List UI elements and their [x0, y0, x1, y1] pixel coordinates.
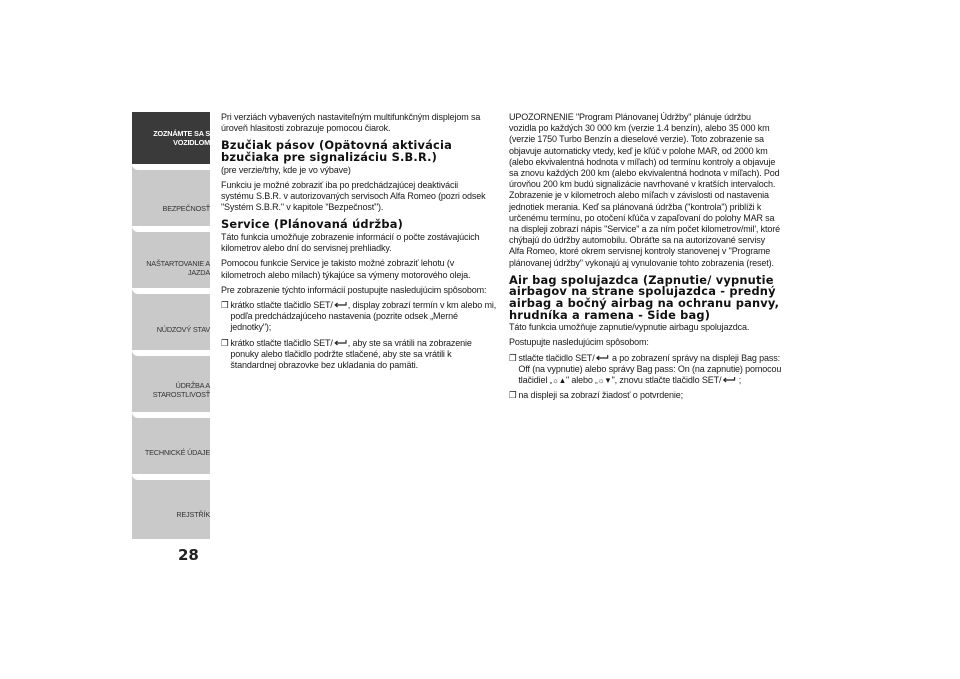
airbag-paragraph-1: Táto funkcia umožňuje zapnutie/vypnutie airbagu spolujazdca.: [509, 322, 750, 334]
right-column: [509, 112, 781, 405]
service-bullet-1: [221, 300, 499, 334]
tab-label: NAŠTARTOVANIE A JAZDA: [146, 259, 210, 277]
bullet-mark: ❒: [509, 352, 517, 363]
buzzer-text: Funkciu je možné zobraziť iba po predchádzajúcej deaktivácii systému S.B.R. v autorizovaných servisoch Alfa Romeo (pozri odsek "Systém S.B.R." v kapitole "Bezpečnosť").: [221, 179, 486, 214]
volume-intro: Pri verziách vybavených nastaviteľným multifunkčným displejom sa úroveň hlasitosti zobrazuje pomocou čiarok.: [221, 112, 481, 135]
page-number: 28: [178, 546, 199, 564]
airbag-bullet-2: [509, 390, 789, 401]
left-column: [221, 112, 497, 375]
enter-key-icon: [333, 339, 348, 347]
service-warning: UPOZORNENIE "Program Plánovanej Údržby" plánuje údržbu vozidla po každých 30 000 km (verzie 1.4 benzín), alebo 35 000 km (verzie 1750 Turbo Benzín a dieselové verzie). Toto zobrazenie sa objavuje automaticky vtedy, keď je kľúč v polohe MAR, od 2000 km (alebo ekvivalentná hodnota v míľach) od termínu kontroly a objavuje sa znovu každých 200 km (alebo ekvivalentná hodnota v míľach). Pod úrovňou 200 km budú signalizácie navrhované v kratších intervaloch. Zobrazenie je v kilometroch alebo míľach v závislosti od nastavenia jednotiek merania. Keď sa plánovaná údržba ("kontrola") priblíži k určenému termínu, po otočení kľúča v zapaľovaní do polohy MAR sa na displeji zobrazí nápis "Service" a za ním počet kilometrov/mil', ktoré chýbajú do údržby automobilu. Obráťte sa na autorizované servisy Alfa Romeo, ktoré okrem servisnej kontroly stanovenej v "Programe plánovanej údržby" vykonajú aj vynulovanie tohto zobrazenia (reset).: [509, 112, 780, 269]
tab-separator: [132, 412, 210, 418]
airbag-paragraph-2: Postupujte nasledujúcim spôsobom:: [509, 337, 649, 349]
bullet-text-start: krátko stlačte tlačidlo SET/: [230, 337, 333, 349]
tab-separator: [132, 226, 210, 232]
tab-label: TECHNICKÉ ÚDAJE: [144, 447, 210, 457]
tab-get-to-know-vehicle[interactable]: [132, 112, 210, 164]
tab-separator: [132, 474, 210, 480]
enter-key-icon: [721, 376, 736, 384]
tab-label: ZOZNÁMTE SA S VOZIDLOM: [153, 129, 210, 147]
bullet-text-c: " alebo: [566, 375, 596, 387]
bullet-mark: ❒: [221, 300, 229, 311]
light-up-icon: „☼▲: [549, 376, 567, 386]
bullet-text-e: ;: [736, 375, 742, 387]
service-bullet-2: [221, 338, 499, 372]
tab-maintenance[interactable]: [132, 364, 210, 416]
tab-label: BEZPEČNOSŤ: [162, 203, 210, 213]
tab-starting-driving[interactable]: [132, 242, 210, 294]
tab-separator: [132, 164, 210, 170]
bullet-text: na displeji sa zobrazí žiadosť o potvrdenie;: [518, 390, 684, 402]
tab-technical-data[interactable]: [132, 426, 210, 478]
bullet-text-b: a po zobrazení správy na displeji Bag pass: Off (na vypnutie) alebo správy Bag pass: On (na zapnutie) pomocou tlačidiel: [518, 352, 782, 387]
airbag-heading: Air bag spolujazdca (Zapnutie/ vypnutie airbagov na strane spolujazdca - predný airbag a bočný airbag na ochranu panvy, hrudníka a ramena - Side bag): [509, 272, 780, 322]
tab-label: NÚDZOVÝ STAV: [156, 324, 210, 334]
tab-separator: [132, 350, 210, 356]
tab-index[interactable]: [132, 488, 210, 540]
light-down-icon: „☼▼: [595, 376, 612, 386]
bullet-mark: ❒: [509, 390, 517, 401]
enter-key-icon: [333, 301, 348, 309]
bullet-text-start: krátko stlačte tlačidlo SET/: [230, 300, 333, 312]
buzzer-heading: Bzučiak pásov (Opätovná aktivácia bzučiaka pre signalizáciu S.B.R.): [221, 138, 452, 164]
service-paragraph-2: Pomocou funkcie Service je takisto možné zobraziť lehotu (v kilometroch alebo mílach) týkajúce sa výmeny motorového oleja.: [221, 258, 471, 281]
enter-key-icon: [595, 354, 610, 362]
tab-emergency[interactable]: [132, 303, 210, 355]
service-heading: Service (Plánovaná údržba): [221, 217, 404, 232]
tab-label: ÚDRŽBA A STAROSTLIVOSŤ: [152, 381, 210, 399]
service-paragraph-3: Pre zobrazenie týchto informácií postupujte nasledujúcim spôsobom:: [221, 284, 487, 296]
bullet-text-end: , aby ste sa vrátili na zobrazenie ponuky alebo tlačidlo podržte stlačené, aby ste sa vrátili k štandardnej obrazovke bez ukladania do pamäti.: [230, 337, 472, 372]
airbag-bullet-1: [509, 353, 789, 387]
bullet-text-a: stlačte tlačidlo SET/: [518, 352, 595, 364]
buzzer-subtitle: (pre verzie/trhy, kde je vo výbave): [221, 164, 351, 176]
tab-separator: [132, 288, 210, 294]
bullet-mark: ❒: [221, 337, 229, 348]
bullet-text-d: ", znovu stlačte tlačidlo SET/: [611, 375, 722, 387]
tab-label: REJSTŘÍK: [176, 509, 210, 519]
bullet-text-end: , display zobrazí termín v km alebo mi, podľa predchádzajúceho nastavenia (pozrite odsek „Merné jednotky");: [230, 300, 497, 334]
service-paragraph-1: Táto funkcia umožňuje zobrazenie informácií o počte zostávajúcich kilometrov alebo dní do servisnej prehliadky.: [221, 232, 480, 255]
